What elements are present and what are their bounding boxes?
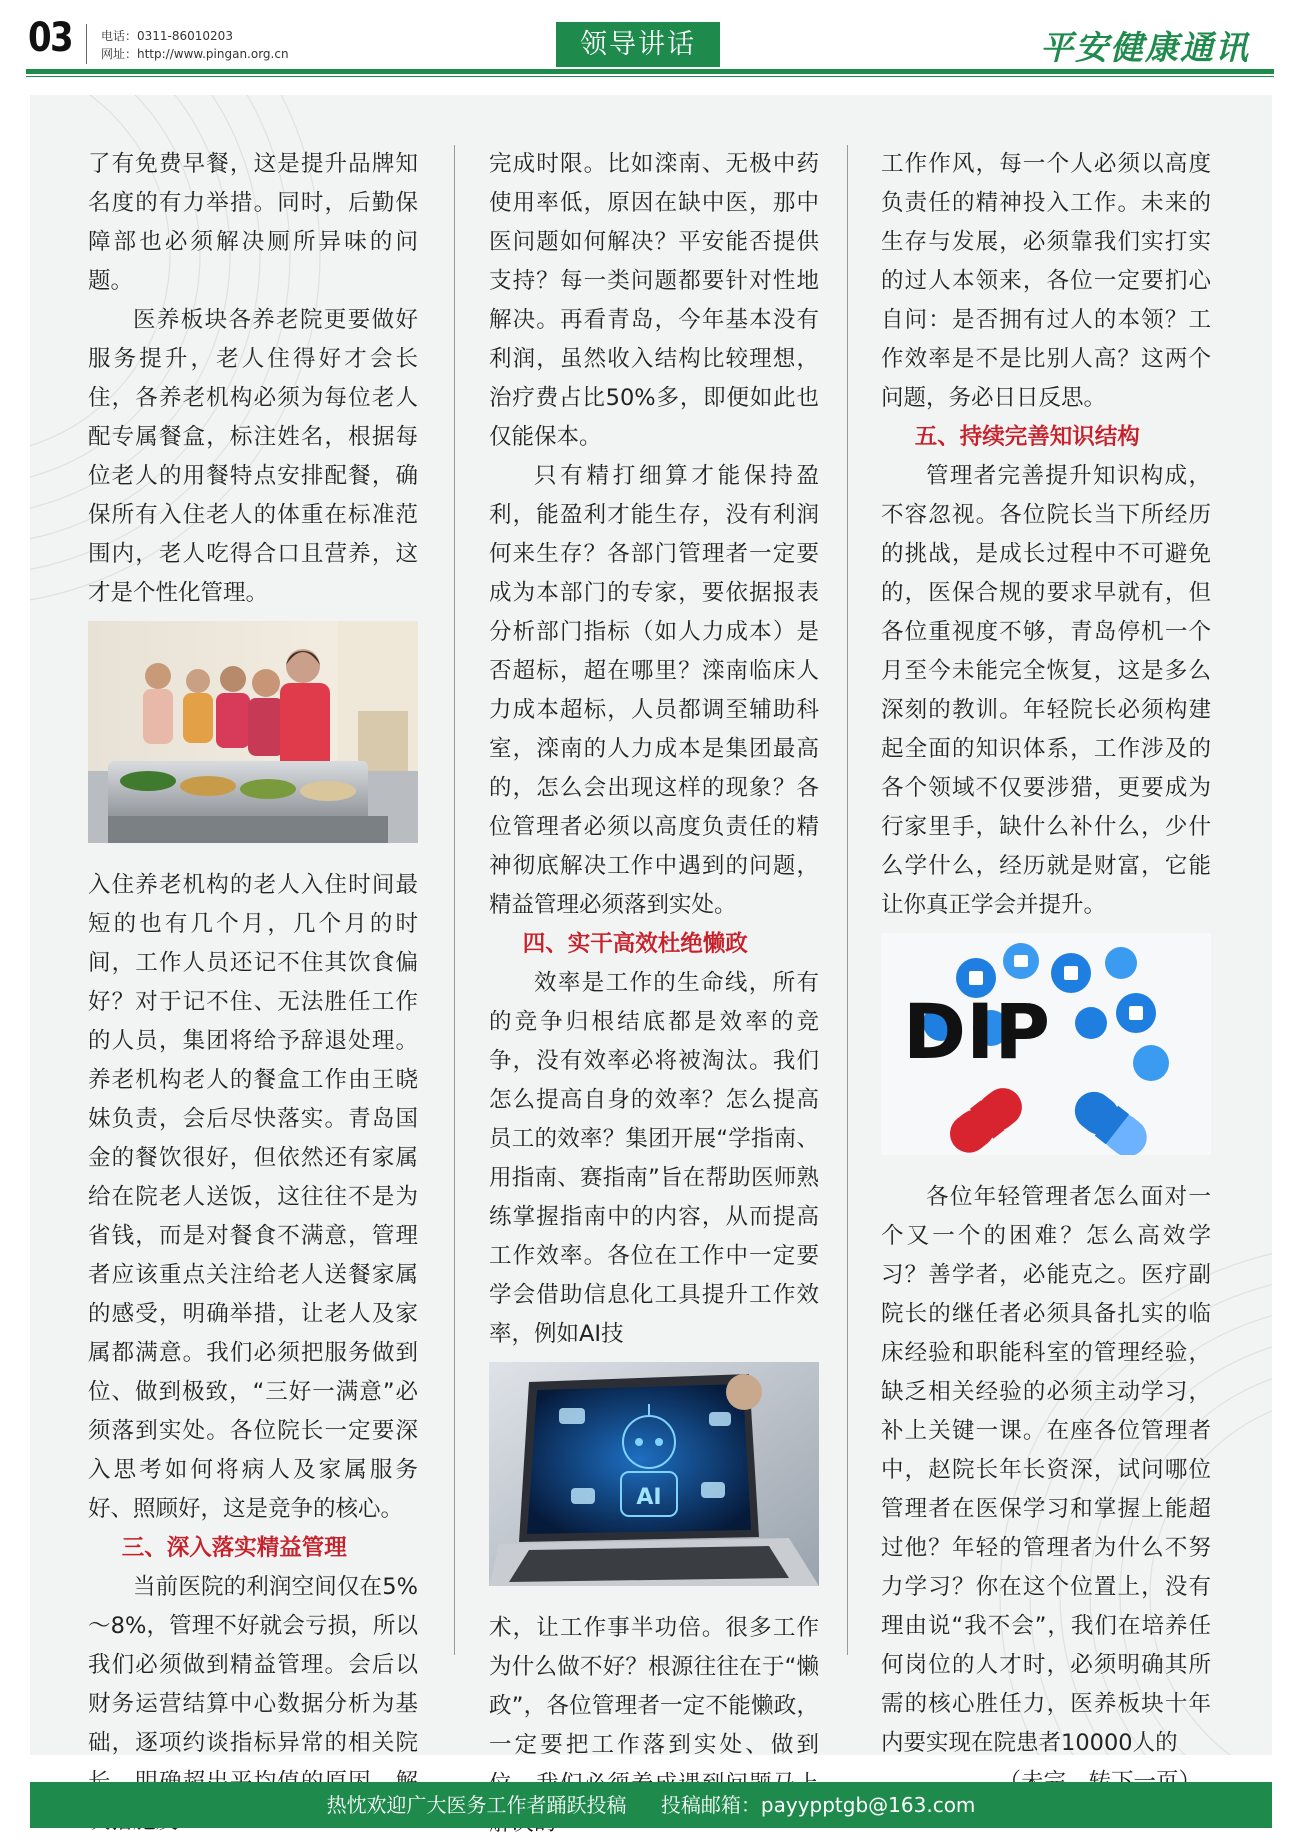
paragraph: 医养板块各养老院更要做好服务提升，老人住得好才会长住，各养老机构必须为每位老人配专属餐盒，标注姓名，根据每位老人的用餐特点安排配餐，确保所有入住老人的体重在标准范围内，老人吃得合口且营养，这才是个性化管理。 <box>88 307 418 606</box>
page-header <box>0 0 1300 80</box>
phone-text: 电话：0311-86010203 <box>101 29 233 43</box>
paragraph: 只有精打细算才能保持盈利，能盈利才能生存，没有利润何来生存？各部门管理者一定要成为本部门的专家，要依据报表分析部门指标（如人力成本）是否超标，超在哪里？滦南临床人力成本超标，人员都调至辅助科室，滦南的人力成本是集团最高的，怎么会出现这样的现象？各位管理者必须以高度负责任的精神彻底解决工作中遇到的问题，精益管理必须落到实处。 <box>489 463 819 918</box>
paragraph: 各位年轻管理者怎么面对一个又一个的困难？怎么高效学习？善学者，必能克之。医疗副院长的继任者必须具备扎实的临床经验和职能科室的管理经验，缺乏相关经验的必须主动学习，补上关键一课。在座各位管理者中，赵院长年长资深，试问哪位管理者在医保学习和掌握上能超过他？年轻的管理者为什么不努力学习？你在这个位置上，没有理由说“我不会”，我们在培养任何岗位的人才时，必须明确其所需的核心胜任力，医养板块十年内要实现在院患者10000人的 <box>881 1184 1211 1756</box>
ai-label: AI <box>636 1485 662 1510</box>
dining-photo-illustration <box>88 621 418 843</box>
paragraph: 完成时限。比如滦南、无极中药使用率低，原因在缺中医，那中医问题如何解决？平安能否提供支持？每一类问题都要针对性地解决。再看青岛，今年基本没有利润，虽然收入结构比较理想，治疗费占比50%多，即便如此也仅能保本。 <box>489 151 819 450</box>
paragraph: 工作作风，每一个人必须以高度负责任的精神投入工作。未来的生存与发展，必须靠我们实打实的过人本领来，各位一定要扪心自问：是否拥有过人的本领？工作效率是不是比别人高？这两个问题，务必日日反思。 <box>881 151 1211 411</box>
photo-elderly-dining <box>88 621 418 856</box>
footer-email: 投稿邮箱：payypptgb@163.com <box>660 1793 976 1817</box>
website-text: 网址：http://www.pingan.org.cn <box>101 47 289 61</box>
brand-logo: 平安健康通讯 <box>1040 28 1250 67</box>
article-column-3 <box>881 145 1211 1802</box>
header-rule <box>26 69 1274 74</box>
dip-label: DIP <box>903 987 1051 1076</box>
article-column-1 <box>88 145 418 1841</box>
photo-dip <box>881 933 1211 1168</box>
paragraph: 了有免费早餐，这是提升品牌知名度的有力举措。同时，后勤保障部也必须解决厕所异味的问题。 <box>88 151 418 294</box>
column-divider <box>847 145 848 1655</box>
ai-laptop-illustration <box>489 1362 819 1586</box>
contact-info <box>101 27 289 63</box>
header-divider <box>86 24 87 64</box>
page-number: 03 <box>28 15 72 61</box>
header-rule-thin <box>26 76 1274 77</box>
paragraph: 入住养老机构的老人入住时间最短的也有几个月，几个月的时间，工作人员还记不住其饮食偏好？对于记不住、无法胜任工作的人员，集团将给予辞退处理。养老机构老人的餐盒工作由王晓妹负责，会后尽快落实。青岛国金的餐饮很好，但依然还有家属给在院老人送饭，这往往不是为省钱，而是对餐食不满意，管理者应该重点关注给老人送餐家属的感受，明确举措，让老人及家属都满意。我们必须把服务做到位、做到极致，“三好一满意”必须落到实处。各位院长一定要深入思考如何将病人及家属服务好、照顾好，这是竞争的核心。 <box>88 872 418 1522</box>
section-heading: 四、实干高效杜绝懒政 <box>522 931 748 957</box>
paragraph: 术，让工作事半功倍。很多工作为什么做不好？根源往往在于“懒政”，各位管理者一定不能懒政，一定要把工作落到实处、做到 <box>489 1615 819 1758</box>
section-heading: 三、深入落实精益管理 <box>121 1535 347 1561</box>
article-column-2 <box>489 145 819 1843</box>
footer-slogan: 热忱欢迎广大医务工作者踊跃投稿 <box>326 1793 627 1817</box>
section-title: 领导讲话 <box>556 22 720 67</box>
paragraph: 效率是工作的生命线，所有的竞争归根结底都是效率的竞争，没有效率必将被淘汰。我们怎么提高自身的效率？怎么提高员工的效率？集团开展“学指南、用指南、赛指南”旨在帮助医师熟练掌握指南中的内容，从而提高工作效率。各位在工作中一定要学会借助信息化工具提升工作效率，例如AI技 <box>489 970 819 1347</box>
column-divider <box>454 145 455 1655</box>
photo-ai-laptop <box>489 1362 819 1599</box>
paragraph: 当前医院的利润空间仅在5%～8%，管理不好就会亏损，所以我们必须做到精益管理。会后以财务运营结算中心数据分析为基础，逐项约谈指标异常的相关院 <box>88 1574 418 1756</box>
section-heading: 五、持续完善知识结构 <box>914 424 1140 450</box>
paragraph: 管理者完善提升知识构成，不容忽视。各位院长当下所经历的挑战，是成长过程中不可避免的，医保合规的要求早就有，但各位重视度不够，青岛停机一个月至今未能完全恢复，这是多么深刻的教训。年轻院长必须构建起全面的知识体系，工作涉及的各个领域不仅要涉猎，更要成为行家里手，缺什么补什么，少什么学什么，经历就是财富，它能让你真正学会并提升。 <box>881 463 1211 918</box>
footer-bar <box>30 1782 1272 1828</box>
dip-illustration <box>881 933 1211 1155</box>
